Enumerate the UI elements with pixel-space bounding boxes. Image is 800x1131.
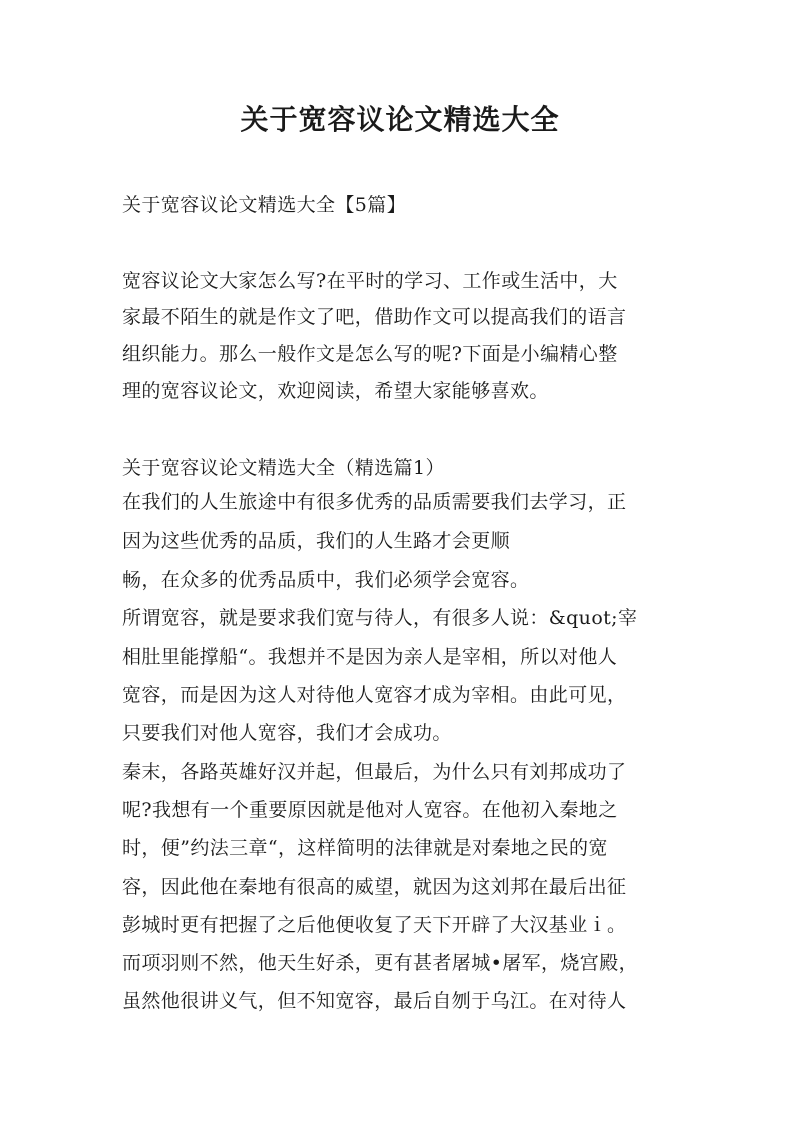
- body-line: 只要我们对他人宽容，我们才会成功。: [122, 722, 452, 744]
- intro-line: 宽容议论文大家怎么写?在平时的学习、工作或生活中，大: [122, 270, 618, 292]
- body-line: 在我们的人生旅途中有很多优秀的品质需要我们去学习，正: [122, 491, 627, 513]
- body-line: 呢?我想有一个重要原因就是他对人宽容。在他初入秦地之: [122, 799, 618, 821]
- page-title: 关于宽容议论文精选大全: [240, 103, 560, 136]
- body-line: 宽容，而是因为这人对待他人宽容才成为宰相。由此可见，: [122, 684, 627, 706]
- body-line: 彭城时更有把握了之后他便收复了天下开辟了大汉基业ｉ。: [122, 914, 627, 936]
- body-line: 秦末，各路英雄好汉并起，但最后，为什么只有刘邦成功了: [122, 761, 627, 783]
- body-line: 容，因此他在秦地有很高的威望，就因为这刘邦在最后出征: [122, 876, 627, 898]
- body-line: 畅，在众多的优秀品质中，我们必须学会宽容。: [122, 569, 530, 591]
- body-line: 而项羽则不然，他天生好杀，更有甚者屠城•屠军，烧宫殿，: [122, 952, 639, 974]
- body-line: 因为这些优秀的品质，我们的人生路才会更顺: [122, 530, 511, 552]
- body-line: 所谓宽容，就是要求我们宽与待人，有很多人说：&quot;宰: [122, 607, 638, 629]
- intro-line: 家最不陌生的就是作文了吧，借助作文可以提高我们的语言: [122, 306, 627, 328]
- body-line: 虽然他很讲义气，但不知宽容，最后自刎于乌江。在对待人: [122, 990, 627, 1012]
- body-line: 相肚里能撑船“。我想并不是因为亲人是宰相，所以对他人: [122, 646, 618, 668]
- body-line: 时，便”约法三章“，这样简明的法律就是对秦地之民的宽: [122, 837, 608, 859]
- intro-line: 理的宽容议论文，欢迎阅读，希望大家能够喜欢。: [122, 380, 549, 402]
- document-subtitle: 关于宽容议论文精选大全【5篇】: [122, 194, 407, 216]
- intro-line: 组织能力。那么一般作文是怎么写的呢?下面是小编精心整: [122, 343, 618, 365]
- section-heading: 关于宽容议论文精选大全（精选篇1）: [122, 457, 445, 479]
